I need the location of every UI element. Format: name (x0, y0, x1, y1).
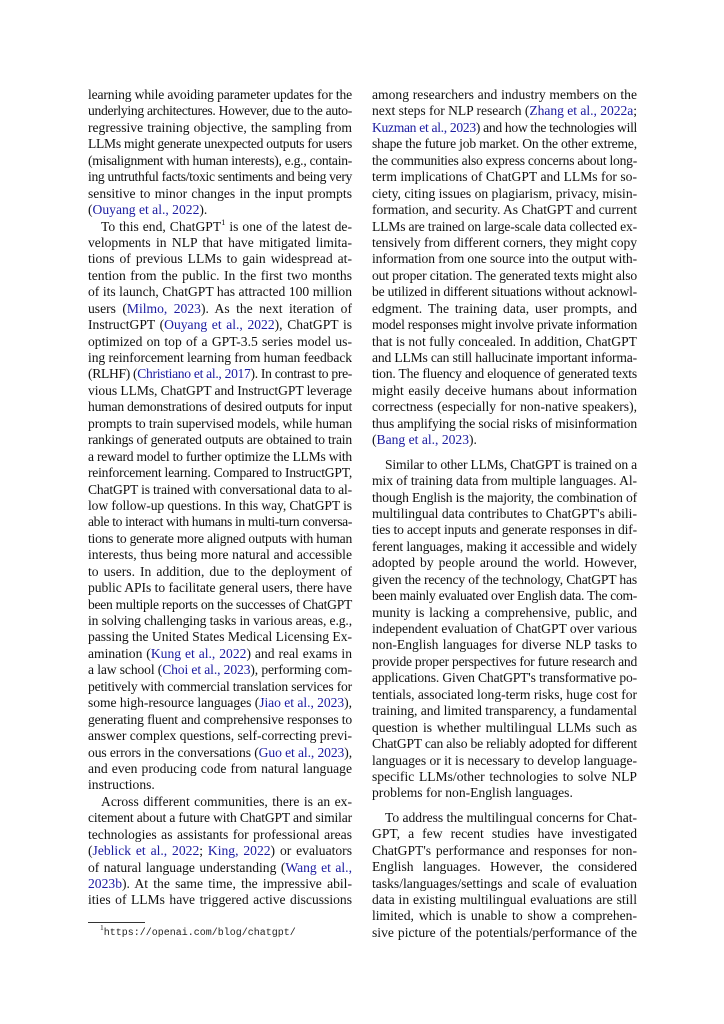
text-run: ) or evaluators (270, 843, 352, 859)
text-run: edgment. The training data, user prompts, and (372, 300, 637, 316)
text-run: learning while avoiding parameter updates for the (88, 87, 353, 102)
citation-link[interactable]: Kuzman et al., 2023 (372, 119, 476, 135)
paragraph (88, 794, 352, 909)
text-line (88, 843, 352, 859)
text-run: ing reinforcement learning from human feedback (88, 350, 353, 365)
text-line (372, 555, 637, 571)
text-line (372, 317, 637, 333)
text-run: formation, and security. As ChatGPT and current (372, 202, 637, 218)
text-line (372, 366, 637, 382)
text-line (372, 826, 637, 842)
text-run: the communities also express concerns about long- (372, 152, 637, 168)
text-line (372, 720, 637, 736)
text-run: of its launch, ChatGPT has attracted 100 million (88, 284, 352, 300)
text-line (372, 284, 637, 300)
footnote-divider (88, 922, 145, 923)
text-run: non-English languages for diverse NLP tasks to (372, 637, 637, 653)
text-run: ). As the next iteration of (200, 300, 352, 316)
text-run: been multiple reports on the successes of ChatGPT (88, 596, 353, 612)
text-run: term implications of ChatGPT and LLMs for so- (372, 169, 637, 185)
text-line (372, 268, 637, 284)
text-line (88, 629, 352, 645)
text-run: though English is the majority, the combination of (372, 489, 637, 505)
text-run: low follow-up questions. In this way, ChatGPT is (88, 497, 352, 513)
text-line (372, 457, 637, 473)
text-run: ferent languages, making it accessible and widely (372, 538, 637, 554)
text-run: ities of LLMs have triggered active discussions (88, 892, 352, 908)
text-run: given the recency of the technology, ChatGPT has (372, 571, 638, 587)
citation-link[interactable]: King, 2022 (207, 843, 271, 859)
text-run: ( (88, 202, 93, 218)
text-run: ; (633, 103, 638, 119)
text-run: in solving challenging tasks in various areas, e.g., (88, 613, 353, 628)
text-line (88, 268, 352, 284)
text-line (88, 827, 352, 843)
text-line (88, 216, 352, 235)
text-run: able to interact with humans in multi-turn conversa- (88, 514, 352, 530)
text-run: sive picture of the potentials/performance of the (372, 924, 637, 940)
citation-link[interactable]: 2023b (88, 876, 122, 891)
text-line (88, 317, 352, 333)
text-run: ) and real exams in (246, 645, 352, 661)
text-run: data in existing multilingual evaluations are still (372, 892, 637, 907)
text-run: tions of previous LLMs to gain widespread at- (88, 251, 352, 267)
text-run: tion. The fluency and eloquence of generated texts (372, 366, 637, 382)
footnote (100, 923, 296, 939)
text-line (88, 745, 352, 761)
text-run: public APIs to facilitate general users, there have (88, 580, 352, 596)
text-run: (RLHF) ( (88, 366, 138, 382)
text-line (372, 785, 637, 801)
text-line (372, 687, 637, 703)
text-run: reinforcement learning. Compared to InstructGPT, (88, 465, 352, 481)
text-run: ) and how the technologies will (475, 119, 637, 135)
text-line (88, 712, 352, 728)
text-run: limited, which is unable to show a comprehen- (372, 908, 637, 924)
text-line (372, 876, 637, 892)
text-line (88, 761, 352, 777)
text-line (372, 432, 637, 448)
text-line (88, 350, 352, 366)
text-run: LLMs are trained on large-scale data collected ex- (372, 218, 637, 234)
text-line (88, 202, 352, 218)
text-run: velopments in NLP that have mitigated limita- (88, 234, 352, 250)
text-line (372, 87, 637, 103)
text-line (88, 416, 352, 432)
text-run: mix of training data from multiple languages. Al- (372, 473, 638, 489)
text-line (88, 564, 352, 580)
text-line (88, 531, 352, 547)
text-line (88, 432, 352, 448)
text-run: sensitive to minor changes in the input prompts (88, 185, 352, 201)
text-run: ). (199, 202, 208, 218)
text-line (372, 637, 637, 653)
text-line (88, 662, 352, 678)
text-line (88, 613, 352, 629)
text-line (88, 646, 352, 662)
text-run: independent evaluation of ChatGPT over various (372, 621, 637, 636)
text-run: ciety, citing issues on plagiarism, privacy, misin- (372, 185, 638, 201)
text-run: InstructGPT ( (88, 317, 165, 333)
text-line (88, 334, 352, 350)
text-line (88, 169, 352, 185)
text-run: To this end, ChatGPT (101, 218, 222, 234)
text-line (88, 860, 352, 876)
text-line (372, 202, 637, 218)
text-run: correctness (especially for non-native speakers), (372, 399, 637, 415)
text-line (372, 670, 637, 686)
text-line (372, 219, 637, 235)
text-line (372, 235, 637, 251)
text-line (372, 522, 637, 538)
text-run: multilingual data contributes to ChatGPT's abili- (372, 505, 637, 521)
text-run: human demonstrations of desired outputs for input (88, 399, 352, 415)
text-line (372, 334, 637, 350)
text-line (88, 597, 352, 613)
text-line (372, 925, 637, 941)
citation-link[interactable]: Zhang et al., 2022a (529, 103, 634, 119)
citation-link[interactable]: Jiao et al., 2023 (259, 695, 345, 711)
text-line (88, 482, 352, 498)
citation-link[interactable]: Kung et al., 2022 (150, 645, 247, 661)
text-line (88, 465, 352, 481)
citation-link[interactable]: Ouyang et al., 2022 (92, 202, 200, 218)
text-run: petitively with commercial translation services for (88, 678, 352, 694)
text-line (372, 588, 637, 604)
text-run: ties to accept inputs and generate responses in dif- (372, 522, 637, 538)
text-line (88, 794, 352, 810)
text-run: next steps for NLP research ( (372, 103, 530, 119)
text-line (88, 120, 352, 136)
text-line (372, 251, 637, 267)
paragraph (372, 87, 637, 449)
text-line (88, 728, 352, 744)
text-line (372, 753, 637, 769)
text-line (88, 87, 352, 103)
text-run: some high-resource languages ( (88, 695, 260, 711)
text-run: specific LLMs/other technologies to solve NLP (372, 768, 637, 784)
text-run: training, and limited transparency, a fundamental (372, 703, 637, 719)
text-line (372, 186, 637, 202)
text-line (372, 136, 637, 152)
text-line (372, 490, 637, 506)
text-run: regressive training objective, the sampling from (88, 119, 352, 135)
text-run: underlying architectures. However, due to the auto- (88, 103, 352, 119)
text-run: To address the multilingual concerns for Chat- (385, 809, 637, 825)
text-line (372, 621, 637, 637)
text-line (372, 654, 637, 670)
text-run: Similar to other LLMs, ChatGPT is trained on a (385, 456, 637, 472)
text-run: languages or it is necessary to develop language- (372, 752, 637, 768)
text-run: passing the United States Medical Licensing Ex- (88, 629, 352, 645)
text-run: been mainly evaluated over English data. The com- (372, 588, 637, 604)
text-run: and even producing code from natural language (88, 760, 352, 776)
text-line (372, 810, 637, 826)
text-line (372, 908, 637, 924)
text-line (372, 843, 637, 859)
text-line (372, 120, 637, 136)
text-line (88, 679, 352, 695)
text-line (88, 186, 352, 202)
text-line (372, 350, 637, 366)
text-run: might easily deceive humans about information (372, 382, 637, 398)
text-line (372, 301, 637, 317)
text-run: question is whether multilingual LLMs such as (372, 719, 637, 735)
text-run: applications. Given ChatGPT's transformative po- (372, 670, 637, 686)
text-line (88, 366, 352, 382)
text-line (88, 876, 352, 892)
paragraph (372, 810, 637, 942)
text-run: is one of the latest de- (225, 218, 352, 234)
text-line (88, 284, 352, 300)
citation-link[interactable]: Milmo, 2023 (126, 300, 201, 316)
text-run: problems for non-English languages. (372, 785, 573, 801)
text-run: tions to generate more aligned outputs with human (88, 530, 352, 546)
citation-link[interactable]: Bang et al., 2023 (376, 432, 470, 448)
text-run: among researchers and industry members on the (372, 87, 637, 102)
text-run: instructions. (88, 777, 155, 793)
right-column (372, 87, 637, 941)
text-line (372, 605, 637, 621)
text-run: answer complex questions, self-correcting previ- (88, 728, 352, 744)
text-run: ChatGPT's performance and responses for non- (372, 842, 637, 858)
text-run: users ( (88, 300, 127, 316)
text-run: adopted by people around the world. However, (372, 555, 637, 571)
text-line (88, 399, 352, 415)
text-run: shape the future job market. On the other extreme, (372, 136, 637, 152)
text-run: (misalignment with human interests), e.g., contain- (88, 152, 353, 168)
paragraph (372, 457, 637, 802)
text-line (88, 449, 352, 465)
text-run: citement about a future with ChatGPT and similar (88, 810, 352, 826)
text-line (372, 399, 637, 415)
text-line (88, 810, 352, 826)
text-run: thus amplifying the social risks of misinformation (372, 415, 637, 431)
text-run: be utilized in different situations without acknowl- (372, 284, 637, 300)
text-line (88, 777, 352, 793)
text-line (372, 539, 637, 555)
text-run: GPT, a few recent studies have investigated (372, 826, 637, 842)
text-line (372, 572, 637, 588)
text-line (88, 892, 352, 908)
text-run: optimized on top of a GPT-3.5 series model us- (88, 333, 352, 349)
text-run: tensively from different corners, they might copy (372, 234, 637, 250)
text-run: English languages. However, the considered (372, 859, 637, 875)
text-run: tentials, associated long-term risks, huge cost for (372, 686, 638, 702)
footnote-mark: 1 (100, 923, 104, 932)
text-line (88, 514, 352, 530)
text-line (88, 383, 352, 399)
text-run: information from one source into the output with- (372, 251, 638, 267)
text-run: prompts to train supervised models, while human (88, 415, 353, 431)
text-run: munity is lacking a comprehensive, public, and (372, 604, 637, 620)
text-run: out proper citation. The generated texts might also (372, 267, 637, 283)
text-run: model responses might involve private information (372, 317, 638, 333)
citation-link[interactable]: Choi et al., 2023 (162, 662, 251, 678)
paragraph (88, 216, 353, 794)
citation-link[interactable]: Ouyang et al., 2022 (164, 317, 275, 333)
text-run: tasks/languages/settings and scale of evaluation (372, 875, 637, 891)
text-run: ), (344, 695, 353, 711)
text-line (372, 892, 637, 908)
left-column (88, 87, 352, 909)
text-run: ( (88, 843, 93, 859)
footnote-reference[interactable]: 1 (221, 216, 226, 227)
text-line (372, 506, 637, 522)
text-line (88, 136, 352, 152)
text-run: ChatGPT can also be reliably adopted for different (372, 736, 637, 752)
text-run: generating fluent and comprehensive responses to (88, 711, 352, 727)
text-run: to users. In addition, due to the deployment of (88, 563, 352, 579)
text-run: a reward model to further optimize the LLMs with (88, 448, 352, 464)
text-run: ). At the same time, the impressive abil- (121, 876, 352, 891)
text-line (88, 153, 352, 169)
text-run: interests, thus being more natural and accessible (88, 547, 352, 563)
text-run: ( (372, 432, 377, 448)
text-run: Across different communities, there is an ex- (101, 793, 352, 809)
citation-link[interactable]: Jeblick et al., 2022 (92, 843, 200, 859)
paragraph (88, 87, 352, 219)
footnote-url-link[interactable]: https://openai.com/blog/chatgpt/ (103, 928, 296, 939)
text-run: ), (344, 744, 352, 760)
text-run: LLMs might generate unexpected outputs for users (88, 136, 353, 152)
citation-link[interactable]: Wang et al., (285, 859, 352, 875)
text-line (372, 703, 637, 719)
citation-link[interactable]: Guo et al., 2023 (258, 744, 345, 760)
text-run: ), performing com- (250, 662, 353, 678)
text-line (372, 416, 637, 432)
citation-link[interactable]: Christiano et al., 2017 (137, 366, 251, 382)
text-line (372, 103, 637, 119)
text-run: tention from the public. In the first two months (88, 267, 352, 283)
text-line (372, 153, 637, 169)
text-line (372, 769, 637, 785)
text-run: vious LLMs, ChatGPT and InstructGPT leverage (88, 382, 352, 398)
text-run: amination ( (88, 645, 151, 661)
text-run: technologies as assistants for professional areas (88, 826, 352, 842)
text-run: rankings of generated outputs are obtained to train (88, 432, 352, 448)
text-run: ing untruthful facts/toxic sentiments and being very (88, 169, 352, 185)
text-run: of natural language understanding ( (88, 859, 286, 875)
text-run: ous errors in the conversations ( (88, 744, 259, 760)
text-line (372, 169, 637, 185)
text-run: and LLMs can still hallucinate important informa- (372, 350, 637, 365)
text-run: ; (199, 843, 208, 859)
text-line (372, 473, 637, 489)
text-line (88, 251, 352, 267)
text-line (88, 301, 352, 317)
text-line (88, 695, 352, 711)
text-run: a law school ( (88, 662, 163, 678)
text-line (88, 580, 352, 596)
text-run: ChatGPT is trained with conversational data to al- (88, 481, 352, 497)
text-run: ), ChatGPT is (274, 317, 353, 333)
text-line (372, 736, 637, 752)
text-run: ). (469, 432, 477, 448)
text-line (372, 859, 637, 875)
text-run: provide proper perspectives for future research and (372, 653, 637, 669)
text-line (372, 383, 637, 399)
text-line (88, 103, 352, 119)
text-line (88, 498, 352, 514)
text-line (88, 547, 352, 563)
text-run: that is not fully concealed. In addition, ChatGPT (372, 333, 637, 349)
text-line (88, 235, 352, 251)
text-run: ). In contrast to pre- (250, 366, 353, 382)
